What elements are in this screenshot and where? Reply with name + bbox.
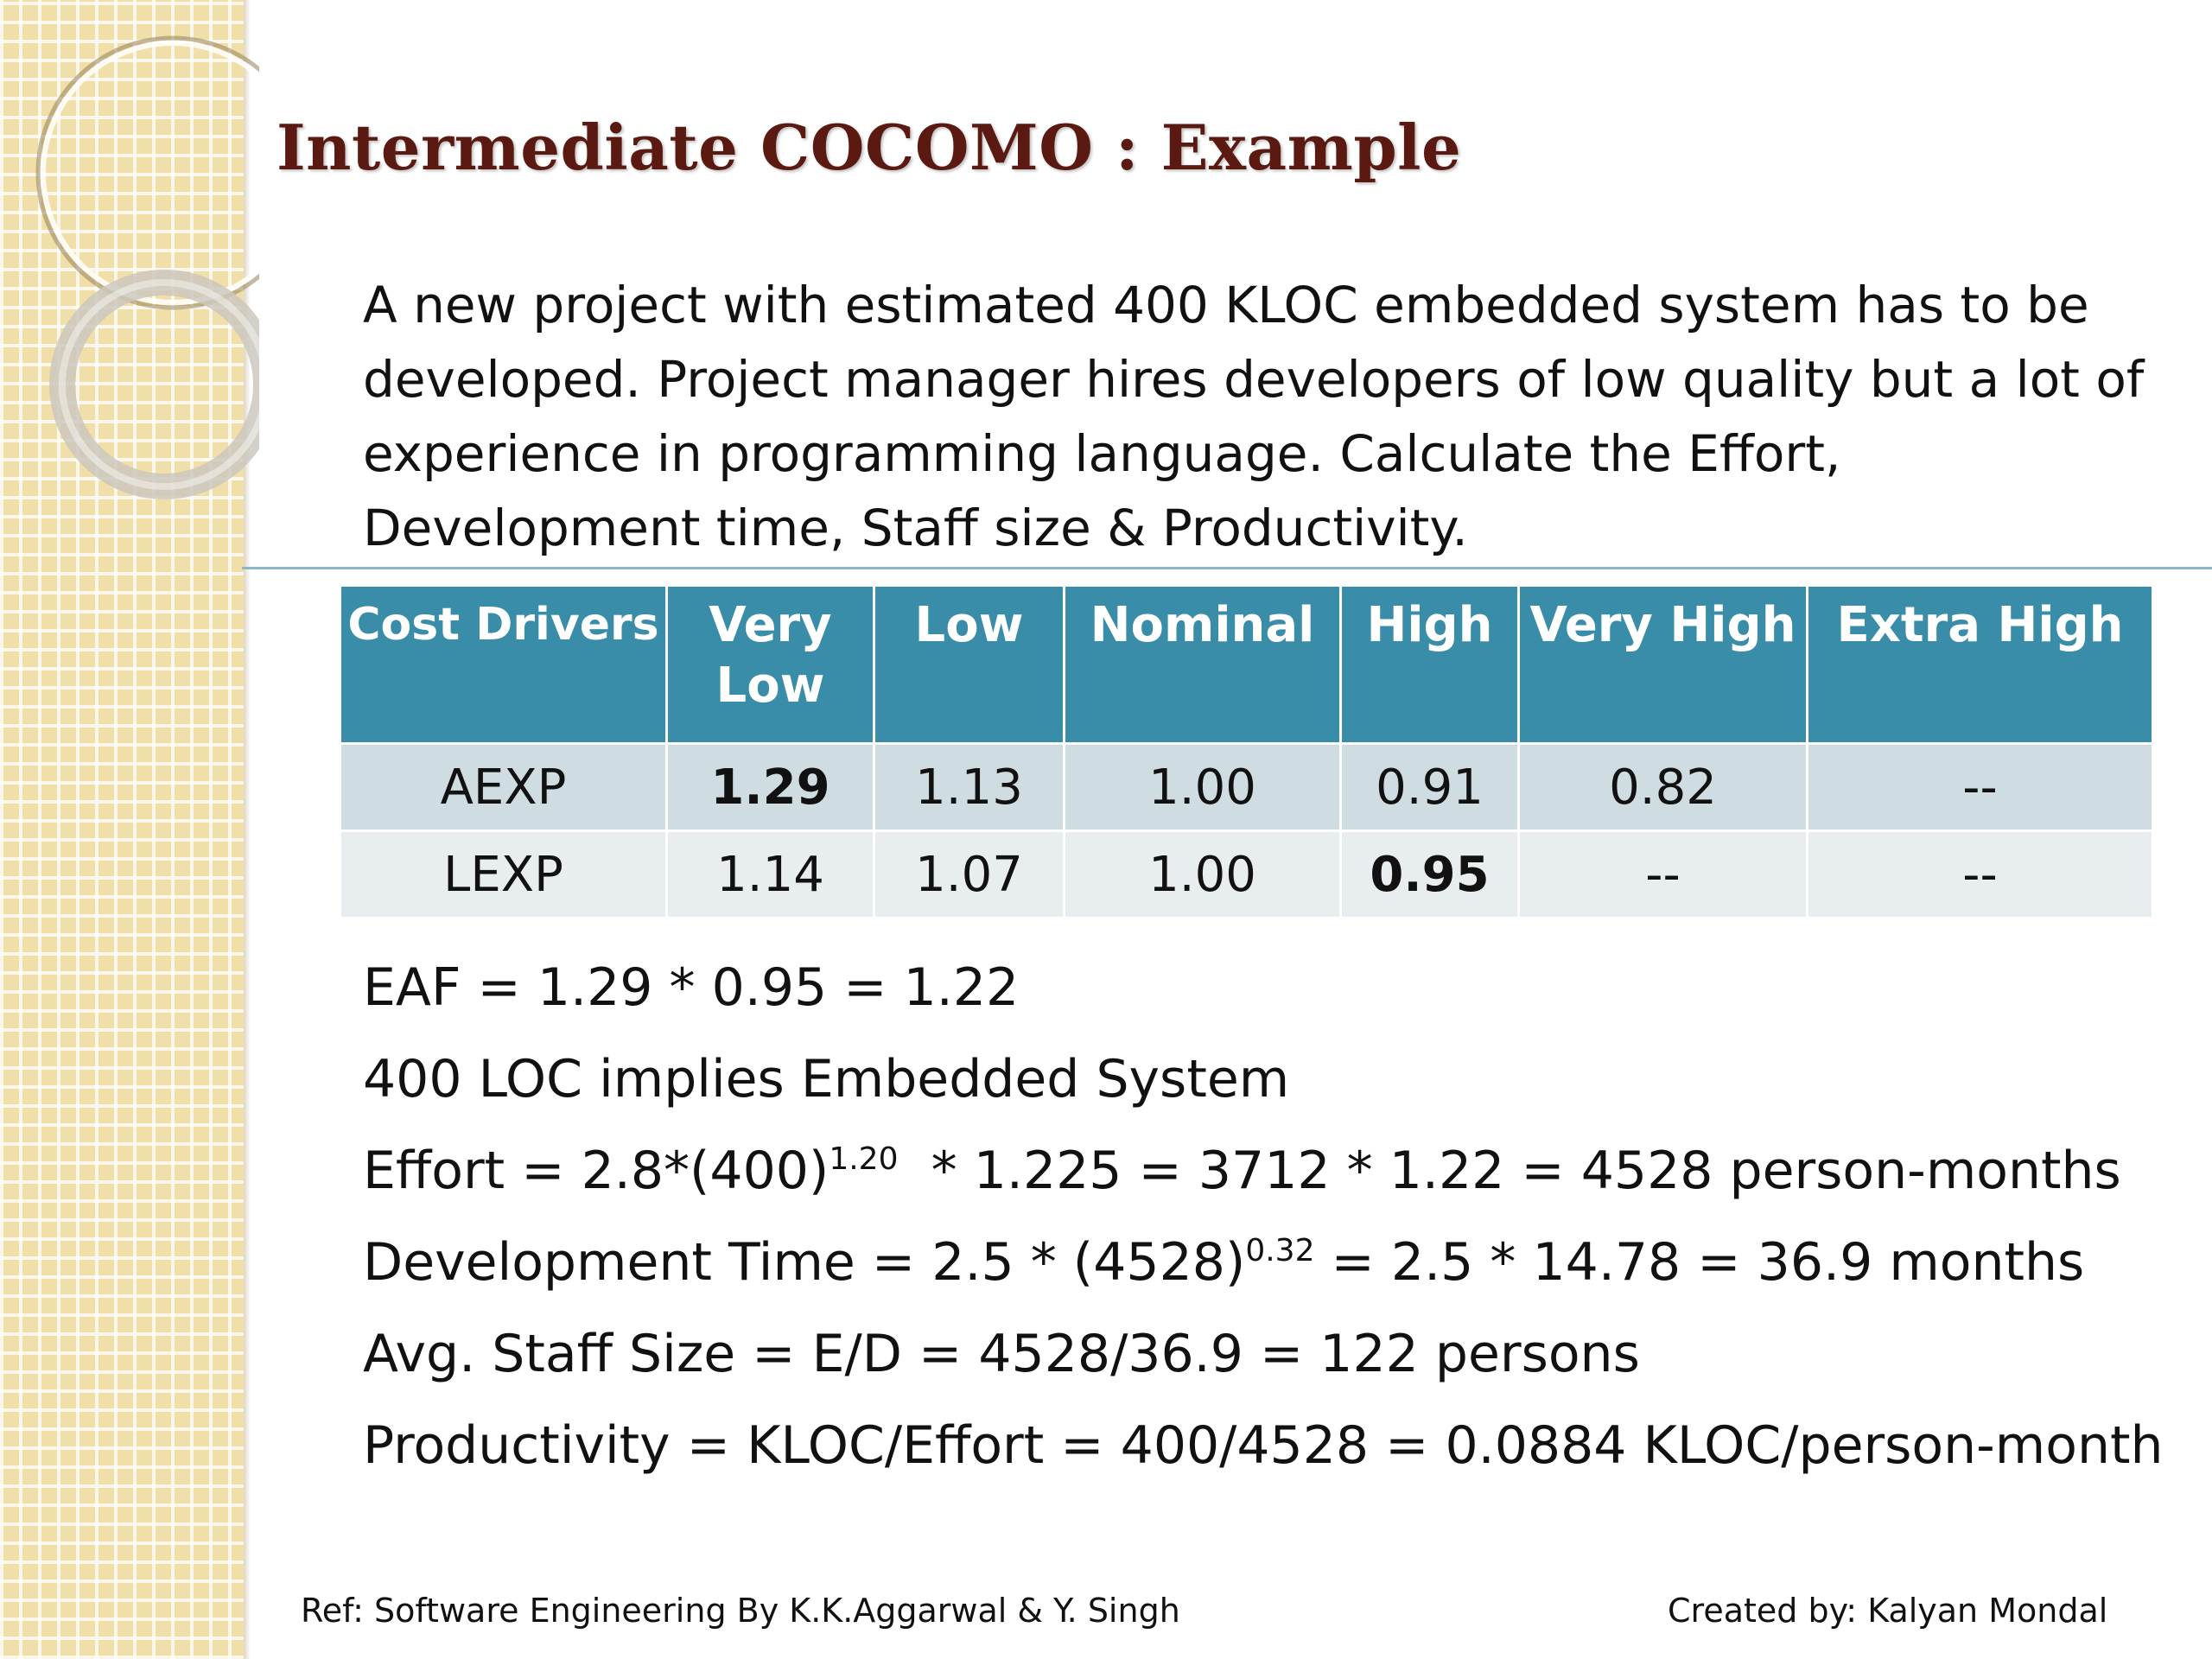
effort-base: Effort = 2.8*(400) bbox=[363, 1141, 830, 1201]
devtime-base: Development Time = 2.5 * (4528) bbox=[363, 1232, 1246, 1293]
header-cost-drivers: Cost Drivers bbox=[340, 586, 667, 744]
cell-extra-high: -- bbox=[1808, 744, 2153, 831]
table-row bbox=[340, 744, 2153, 831]
cell-nominal: 1.00 bbox=[1065, 744, 1341, 831]
horizontal-divider bbox=[242, 567, 2212, 569]
table-row bbox=[340, 831, 2153, 918]
system-type-line: 400 LOC implies Embedded System bbox=[363, 1049, 1290, 1109]
devtime-result: = 2.5 * 14.78 = 36.9 months bbox=[1314, 1232, 2085, 1293]
cell-low: 1.13 bbox=[874, 744, 1065, 831]
calculation-list bbox=[363, 942, 2177, 1491]
header-very-high: Very High bbox=[1519, 586, 1808, 744]
reference-footer: Ref: Software Engineering By K.K.Aggarwal & Y. Singh bbox=[301, 1592, 1180, 1630]
header-nominal: Nominal bbox=[1065, 586, 1341, 744]
cell-very-low-selected: 1.29 bbox=[667, 744, 874, 831]
table-header-row bbox=[340, 586, 2153, 744]
productivity-line: Productivity = KLOC/Effort = 400/4528 = 0.0884 KLOC/person-month bbox=[363, 1415, 2164, 1476]
cell-very-high: -- bbox=[1519, 831, 1808, 918]
cell-driver-name: AEXP bbox=[340, 744, 667, 831]
cell-driver-name: LEXP bbox=[340, 831, 667, 918]
header-very-low: Very Low bbox=[667, 586, 874, 744]
cell-low: 1.07 bbox=[874, 831, 1065, 918]
cell-nominal: 1.00 bbox=[1065, 831, 1341, 918]
problem-statement: A new project with estimated 400 KLOC embedded system has to be developed. Project manager hires developers of low quality but a lot of experience in programming language. Calculate the Effort, Development time, Staff size & Productivity. bbox=[363, 276, 2145, 557]
effort-line bbox=[363, 1125, 2177, 1217]
eaf-line: EAF = 1.29 * 0.95 = 1.22 bbox=[363, 957, 1020, 1018]
cell-high: 0.91 bbox=[1341, 744, 1519, 831]
cell-high-selected: 0.95 bbox=[1341, 831, 1519, 918]
header-low: Low bbox=[874, 586, 1065, 744]
ring-large-outline bbox=[38, 38, 259, 308]
effort-result: * 1.225 = 3712 * 1.22 = 4528 person-months bbox=[898, 1141, 2121, 1201]
author-footer: Created by: Kalyan Mondal bbox=[1668, 1592, 2108, 1630]
cost-driver-table bbox=[339, 584, 2154, 919]
header-extra-high: Extra High bbox=[1808, 586, 2153, 744]
devtime-exponent: 0.32 bbox=[1245, 1233, 1315, 1268]
cell-very-high: 0.82 bbox=[1519, 744, 1808, 831]
staff-size-line: Avg. Staff Size = E/D = 4528/36.9 = 122 persons bbox=[363, 1324, 1640, 1384]
development-time-line bbox=[363, 1217, 2177, 1308]
effort-exponent: 1.20 bbox=[829, 1141, 899, 1177]
cell-extra-high: -- bbox=[1808, 831, 2153, 918]
header-high: High bbox=[1341, 586, 1519, 744]
slide-title: Intermediate COCOMO : Example bbox=[276, 111, 1462, 184]
decorative-rings bbox=[0, 0, 259, 553]
cell-very-low: 1.14 bbox=[667, 831, 874, 918]
